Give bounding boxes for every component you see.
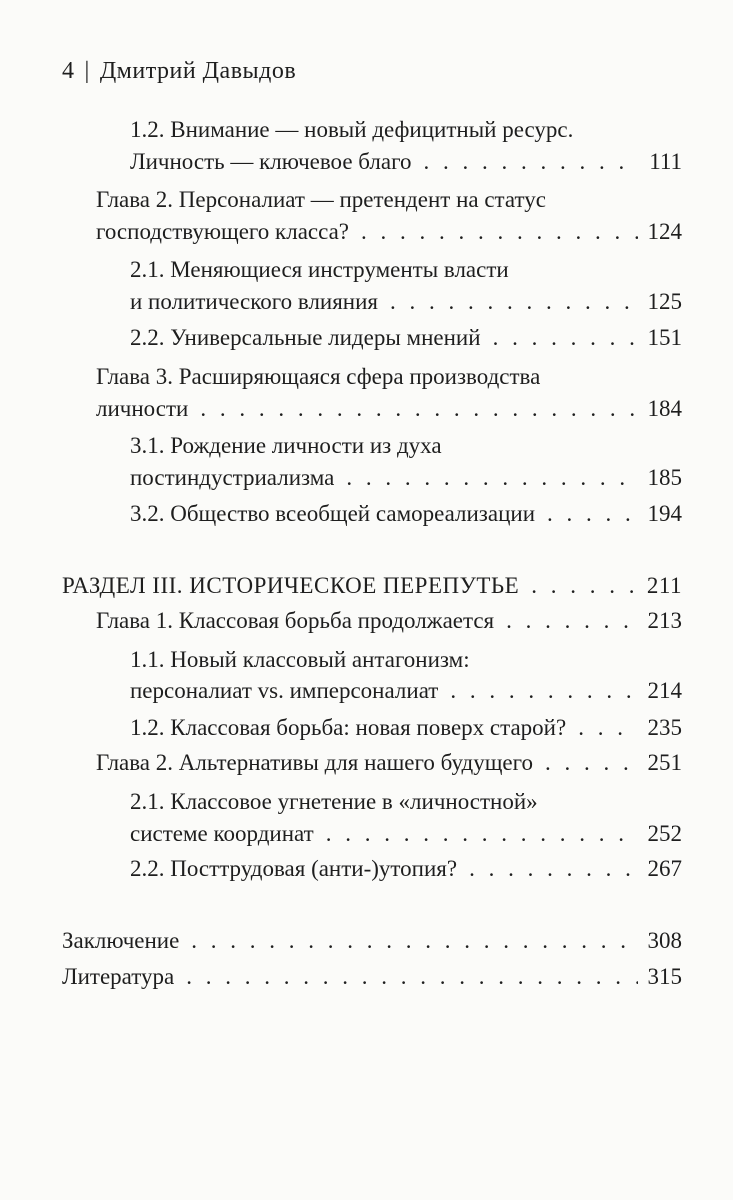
dot-leader xyxy=(191,925,637,957)
dot-leader xyxy=(493,322,638,354)
toc-page-number: 267 xyxy=(647,856,682,881)
dot-leader xyxy=(506,605,637,637)
dot-leader xyxy=(361,216,637,248)
dot-leader xyxy=(531,570,637,602)
toc-page-number: 235 xyxy=(647,715,682,740)
page-number: 4 xyxy=(62,58,75,84)
toc-entry xyxy=(130,498,682,530)
toc-entry-text: персоналиат vs. имперсоналиат xyxy=(130,678,439,703)
toc-entry xyxy=(130,322,682,354)
toc-page-number: 213 xyxy=(647,608,682,633)
toc-entry xyxy=(62,961,682,993)
toc-page-number: 185 xyxy=(647,465,682,490)
dot-leader xyxy=(423,146,639,178)
toc-entry-text: Личность — ключевое благо xyxy=(130,149,412,174)
toc-entry-text: 1.2. Внимание — новый дефицитный ресурс. xyxy=(130,117,574,142)
toc-entry xyxy=(130,675,682,707)
toc-entry-text: 2.1. Меняющиеся инструменты власти xyxy=(130,257,509,282)
toc-page-number: 251 xyxy=(647,750,682,775)
dot-leader xyxy=(200,393,637,425)
toc-section-title: РАЗДЕЛ III. ИСТОРИЧЕСКОЕ ПЕРЕПУТЬЕ xyxy=(62,573,520,598)
toc-page-number: 211 xyxy=(646,573,682,598)
toc-entry xyxy=(96,216,682,248)
dot-leader xyxy=(547,498,637,530)
toc-page-number: 125 xyxy=(647,289,682,314)
toc-entry-text: 2.1. Классовое угнетение в «личностной» xyxy=(130,789,538,814)
toc-entry-text: Литература xyxy=(62,964,175,989)
header-separator: | xyxy=(84,58,90,84)
toc-entry-text: Глава 1. Классовая борьба продолжается xyxy=(96,608,495,633)
toc-page-number: 124 xyxy=(647,219,682,244)
toc-entry xyxy=(62,925,682,957)
dot-leader xyxy=(326,818,638,850)
toc-section-entry xyxy=(62,570,682,602)
dot-leader xyxy=(390,286,637,318)
toc-entry-text: 1.2. Классовая борьба: новая поверх старой? xyxy=(130,715,567,740)
toc-entry xyxy=(96,393,682,425)
toc-entry-text: постиндустриализма xyxy=(130,465,335,490)
toc-entry-text: 1.1. Новый классовый антагонизм: xyxy=(130,647,470,672)
dot-leader xyxy=(469,853,637,885)
toc-entry-text: Глава 2. Альтернативы для нашего будущего xyxy=(96,750,533,775)
toc-entry-text: господствующего класса? xyxy=(96,219,350,244)
toc-entry xyxy=(130,146,682,178)
toc-page-number: 151 xyxy=(647,325,682,350)
toc-page-number: 111 xyxy=(649,149,682,174)
dot-leader xyxy=(450,675,637,707)
toc-entry xyxy=(130,462,682,494)
toc-page-number: 194 xyxy=(647,501,682,526)
toc-entry xyxy=(130,853,682,885)
toc-entry-text: Глава 2. Персоналиат — претендент на статус xyxy=(96,187,546,212)
toc-page-number: 308 xyxy=(647,928,682,953)
author-name: Дмитрий Давыдов xyxy=(99,58,297,84)
dot-leader xyxy=(346,462,637,494)
toc-page-number: 214 xyxy=(647,678,682,703)
dot-leader xyxy=(578,712,637,744)
toc-entry-text: системе координат xyxy=(130,821,314,846)
toc-entry xyxy=(130,712,682,744)
dot-leader xyxy=(186,961,637,993)
toc-entry xyxy=(96,605,682,637)
toc-entry-text: 3.1. Рождение личности из духа xyxy=(130,433,442,458)
toc-page-number: 315 xyxy=(647,964,682,989)
page-header xyxy=(62,58,296,85)
toc-entry-text: 2.2. Посттрудовая (анти-)утопия? xyxy=(130,856,458,881)
dot-leader xyxy=(545,747,638,779)
toc-entry xyxy=(130,818,682,850)
toc-page-number: 252 xyxy=(647,821,682,846)
toc-entry-text: 3.2. Общество всеобщей самореализации xyxy=(130,501,536,526)
toc-entry-text: личности xyxy=(96,396,189,421)
toc-entry xyxy=(96,747,682,779)
toc-entry-text: и политического влияния xyxy=(130,289,379,314)
toc-entry-text: Заключение xyxy=(62,928,180,953)
toc-page-number: 184 xyxy=(647,396,682,421)
toc-entry-text: 2.2. Универсальные лидеры мнений xyxy=(130,325,481,350)
toc-entry-text: Глава 3. Расширяющаяся сфера производства xyxy=(96,364,541,389)
toc-entry xyxy=(130,286,682,318)
